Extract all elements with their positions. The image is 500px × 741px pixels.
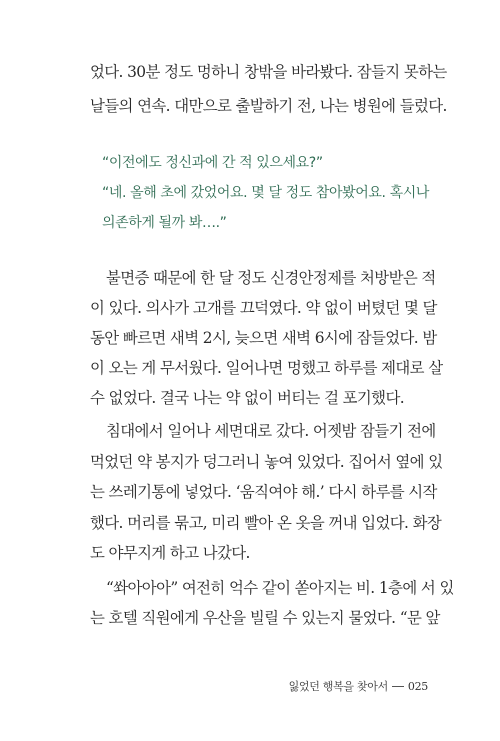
- body-text-line: 먹었던 약 봉지가 덩그러니 놓여 있었다. 집어서 옆에 있: [90, 453, 443, 471]
- body-text-line: 도 야무지게 하고 나갔다.: [90, 544, 250, 562]
- body-text-line: 침대에서 일어나 세면대로 갔다. 어젯밤 잠들기 전에: [106, 422, 436, 440]
- body-text-line: 했다. 머리를 묶고, 미리 빨아 온 옷을 꺼내 입었다. 화장: [90, 514, 442, 532]
- body-text-line: 는 호텔 직원에게 우산을 빌릴 수 있는지 물었다. “문 앞: [90, 609, 440, 627]
- body-text-line: 이 있다. 의사가 고개를 끄덕였다. 약 없이 버텼던 몇 달: [90, 299, 437, 317]
- body-text-line: 수 없었다. 결국 나는 약 없이 버티는 걸 포기했다.: [90, 389, 405, 407]
- dialogue-line: “이전에도 정신과에 간 적 있으세요?”: [102, 155, 323, 171]
- footer-rule: [392, 686, 404, 687]
- dialogue-line: “네. 올해 초에 갔었어요. 몇 달 정도 참아봤어요. 혹시나: [102, 185, 430, 201]
- body-text-line: 는 쓰레기통에 넣었다. ‘움직여야 해.’ 다시 하루를 시작: [90, 483, 437, 501]
- body-text-line: “쏴아아아” 여전히 억수 같이 쏟아지는 비. 1층에 서 있: [106, 579, 454, 597]
- page-footer: [289, 680, 428, 694]
- page-number: 025: [407, 680, 428, 693]
- body-text-line: 날들의 연속. 대만으로 출발하기 전, 나는 병원에 들렀다.: [90, 97, 447, 115]
- body-text-line: 이 오는 게 무서웠다. 일어나면 멍했고 하루를 제대로 살: [90, 359, 443, 377]
- body-text-line: 불면증 때문에 한 달 정도 신경안정제를 처방받은 적: [106, 269, 436, 287]
- body-text-line: 동안 빠르면 새벽 2시, 늦으면 새벽 6시에 잠들었다. 밤: [90, 329, 437, 347]
- running-title: 잃었던 행복을 찾아서: [288, 680, 388, 693]
- body-text-line: 었다. 30분 정도 멍하니 창밖을 바라봤다. 잠들지 못하는: [90, 63, 447, 81]
- dialogue-line: 의존하게 될까 봐….”: [102, 215, 227, 231]
